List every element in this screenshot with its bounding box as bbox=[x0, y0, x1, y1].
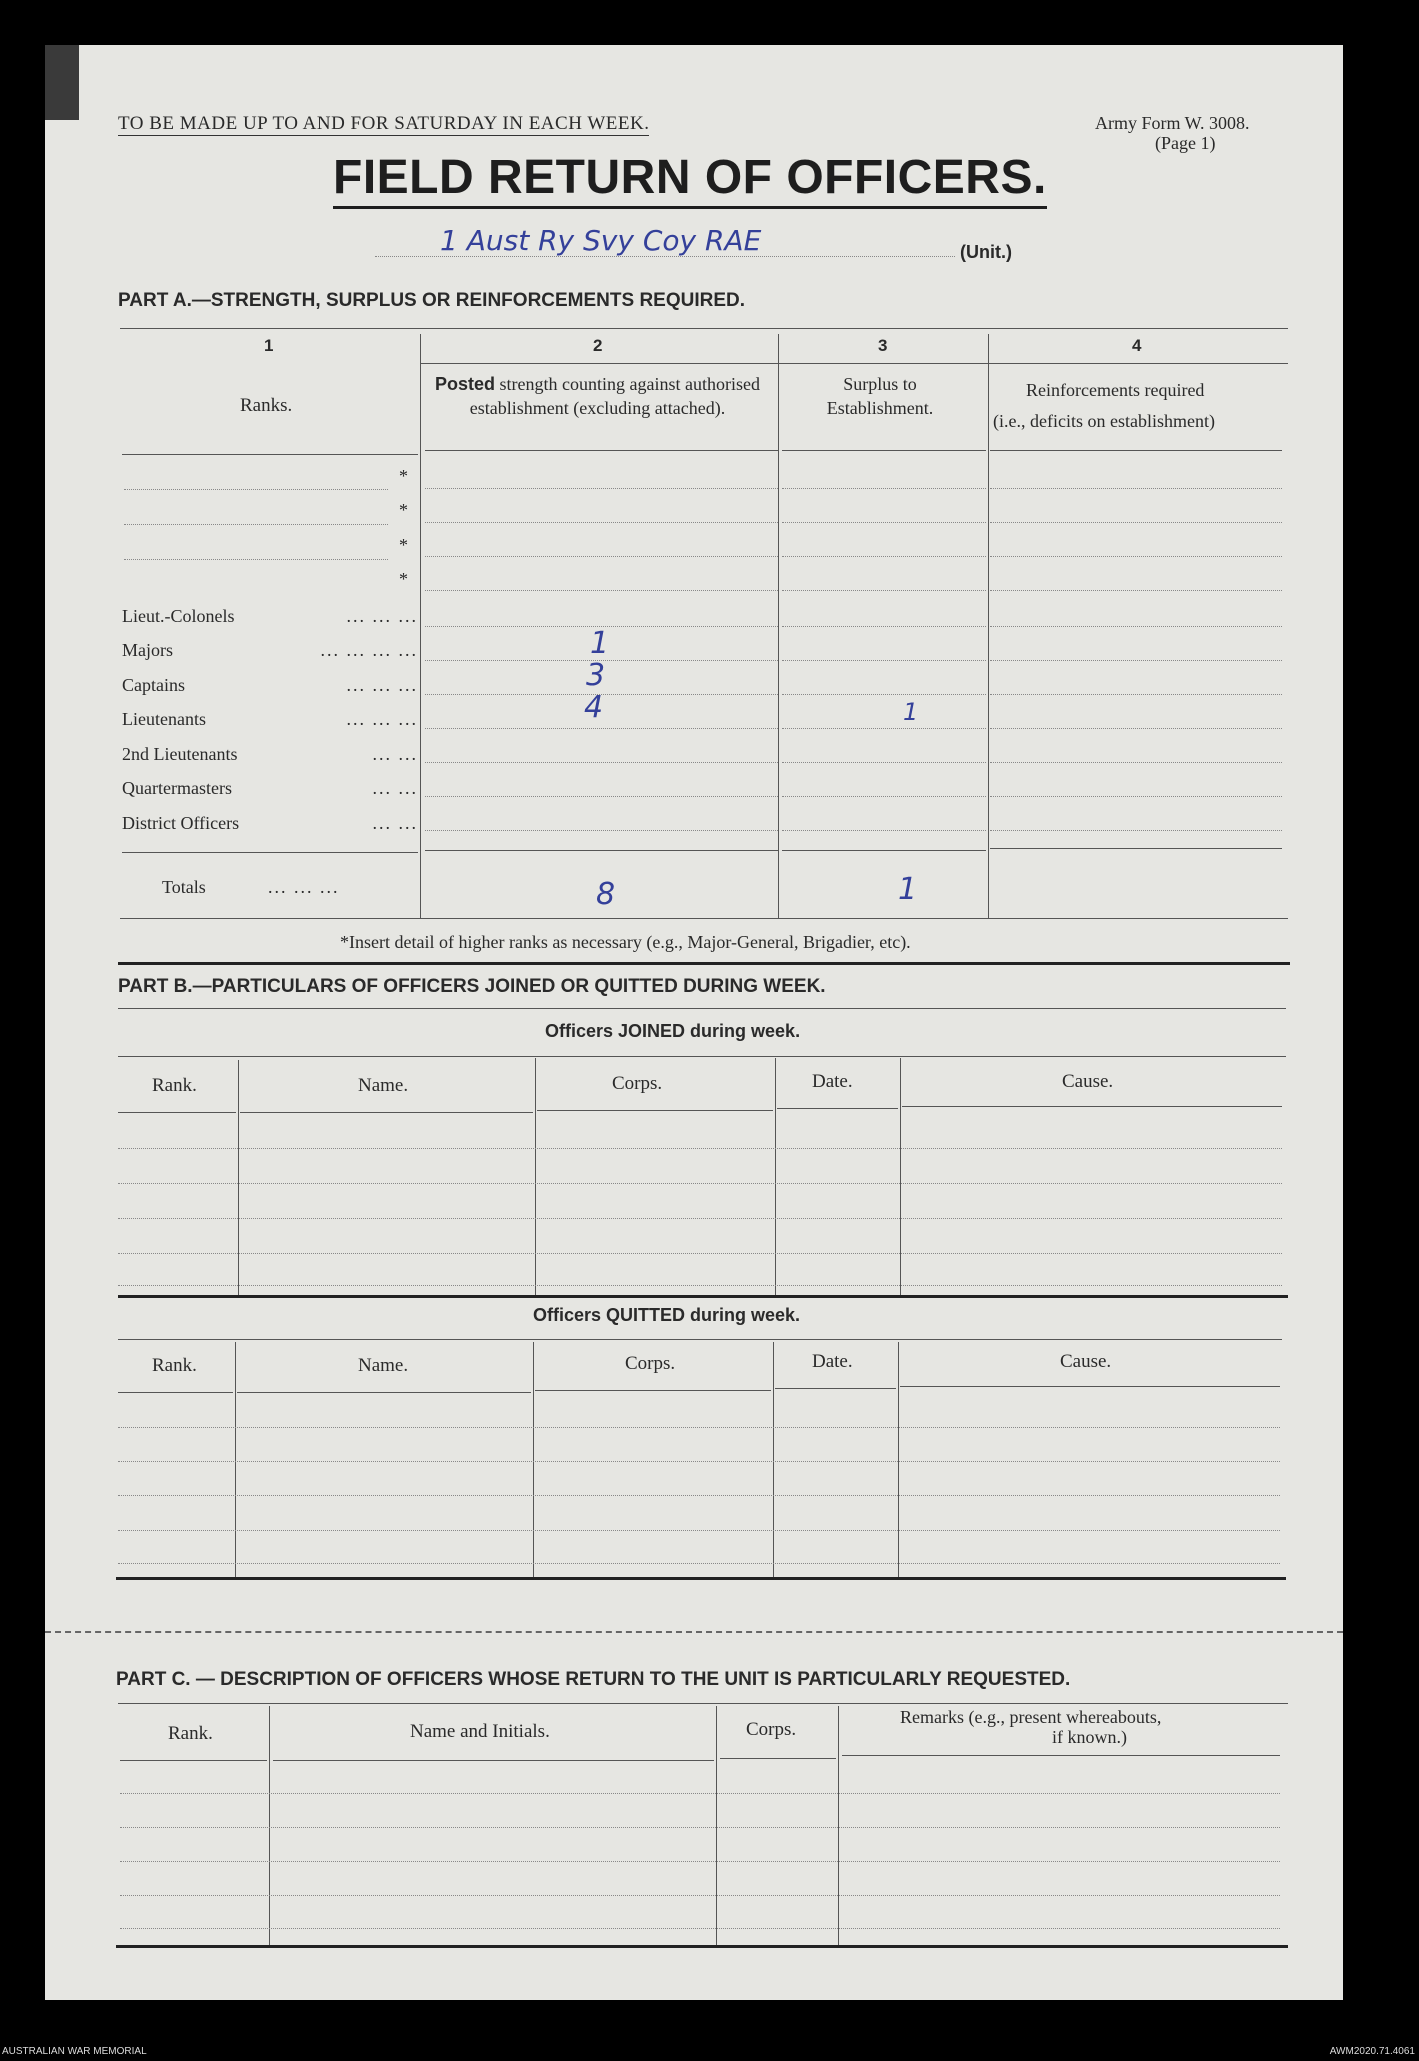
asterisk-line bbox=[124, 489, 388, 490]
totals-top-rule-4 bbox=[990, 848, 1282, 849]
joined-row-line bbox=[118, 1285, 1282, 1286]
col-number-1: 1 bbox=[264, 336, 274, 355]
joined-header-rule bbox=[118, 1112, 236, 1113]
footer-item-id: AWM2020.71.4061 bbox=[1329, 2046, 1415, 2057]
part-a-top-rule bbox=[120, 328, 1288, 329]
rank-label: Quartermasters bbox=[122, 778, 232, 798]
rank-row-2nd-lieutenants bbox=[122, 744, 418, 765]
joined-row-line bbox=[118, 1148, 1282, 1149]
joined-divider-3 bbox=[775, 1058, 776, 1296]
joined-header-rule bbox=[240, 1112, 533, 1113]
part-c-col-name: Name and Initials. bbox=[410, 1721, 550, 1742]
row-line bbox=[425, 556, 778, 557]
col-posted-rest: strength counting against authorised establishment (excluding attached). bbox=[469, 374, 760, 418]
col-surplus-header: Surplus to Establishment. bbox=[826, 374, 934, 418]
rank-label: District Officers bbox=[122, 813, 240, 833]
rank-dots: ... ... bbox=[372, 778, 418, 798]
header-bottom-rule-2 bbox=[425, 450, 778, 451]
part-c-divider-2 bbox=[716, 1706, 717, 1946]
rank-dots: ... ... ... bbox=[346, 709, 418, 729]
rank-row-captains bbox=[122, 675, 418, 696]
totals-label: Totals bbox=[162, 877, 206, 897]
part-c-row-line bbox=[120, 1861, 1280, 1862]
unit-label: (Unit.) bbox=[960, 242, 1012, 262]
row-line bbox=[782, 728, 986, 729]
row-line bbox=[782, 556, 986, 557]
col-number-2: 2 bbox=[593, 336, 603, 355]
quitted-col-rank: Rank. bbox=[152, 1355, 197, 1376]
part-c-divider-1 bbox=[269, 1706, 270, 1946]
rank-dots: ... ... ... ... bbox=[320, 640, 418, 660]
row-line bbox=[782, 796, 986, 797]
totals-top-rule-2 bbox=[425, 850, 778, 851]
row-line bbox=[782, 830, 986, 831]
totals-top-rule-3 bbox=[782, 850, 986, 851]
row-line bbox=[990, 796, 1282, 797]
footer-archive-name: AUSTRALIAN WAR MEMORIAL bbox=[2, 2046, 147, 2057]
totals-posted: 8 bbox=[596, 877, 616, 912]
quitted-row-line bbox=[118, 1461, 1280, 1462]
perforation-line bbox=[45, 1631, 1343, 1633]
quitted-col-cause: Cause. bbox=[1060, 1351, 1112, 1372]
part-b-heading-rule bbox=[118, 1008, 1286, 1009]
rank-label: Majors bbox=[122, 640, 173, 660]
asterisk-mark: * bbox=[399, 535, 408, 555]
joined-col-corps: Corps. bbox=[612, 1073, 663, 1094]
quitted-header-rule bbox=[535, 1390, 771, 1391]
joined-row-line bbox=[118, 1253, 1282, 1254]
joined-row-line bbox=[118, 1218, 1282, 1219]
row-line bbox=[990, 556, 1282, 557]
row-line bbox=[782, 590, 986, 591]
rank-label: Lieutenants bbox=[122, 709, 206, 729]
part-c-heading: PART C. — DESCRIPTION OF OFFICERS WHOSE RETURN TO THE UNIT IS PARTICULARLY REQUESTED. bbox=[116, 1669, 1071, 1690]
row-line bbox=[990, 626, 1282, 627]
row-line bbox=[990, 488, 1282, 489]
joined-col-date: Date. bbox=[812, 1071, 853, 1092]
row-line bbox=[782, 660, 986, 661]
totals-top-rule-1 bbox=[122, 852, 418, 853]
row-line bbox=[990, 728, 1282, 729]
totals-dots: ... ... ... bbox=[268, 877, 340, 897]
part-c-col-remarks-2: if known.) bbox=[1052, 1727, 1127, 1747]
row-line bbox=[990, 830, 1282, 831]
row-line bbox=[425, 522, 778, 523]
joined-col-name: Name. bbox=[358, 1075, 409, 1096]
quitted-header-rule bbox=[775, 1388, 896, 1389]
row-line bbox=[782, 488, 986, 489]
rank-row-lieutenants bbox=[122, 709, 418, 730]
quitted-end-rule bbox=[116, 1577, 1286, 1580]
asterisk-line bbox=[124, 524, 388, 525]
page-title: FIELD RETURN OF OFFICERS. bbox=[333, 150, 1047, 209]
quitted-header-rule bbox=[118, 1392, 233, 1393]
row-line bbox=[782, 694, 986, 695]
rank-label: Captains bbox=[122, 675, 185, 695]
header-bottom-rule-3 bbox=[782, 450, 986, 451]
asterisk-line bbox=[124, 559, 388, 560]
posted-lieutenants: 4 bbox=[584, 690, 604, 725]
quitted-row-line bbox=[118, 1530, 1280, 1531]
joined-header-rule bbox=[537, 1110, 773, 1111]
header-bottom-rule-1 bbox=[122, 454, 418, 455]
row-line bbox=[425, 590, 778, 591]
rank-dots: ... ... ... bbox=[346, 675, 418, 695]
rank-dots: ... ... bbox=[372, 744, 418, 764]
part-a-end-rule bbox=[118, 962, 1290, 965]
col-posted-header bbox=[425, 372, 770, 420]
part-c-col-remarks-1: Remarks (e.g., present whereabouts, bbox=[900, 1707, 1162, 1727]
col-ranks-header: Ranks. bbox=[240, 395, 293, 416]
row-line bbox=[990, 522, 1282, 523]
row-line bbox=[425, 762, 778, 763]
paper-edge-shadow bbox=[45, 45, 79, 120]
col-reinf-header-1: Reinforcements required bbox=[1026, 380, 1205, 400]
joined-col-cause: Cause. bbox=[1062, 1071, 1114, 1092]
quitted-heading: Officers QUITTED during week. bbox=[533, 1305, 801, 1325]
rank-row-lieut-colonels bbox=[122, 606, 418, 627]
col-divider-2 bbox=[778, 334, 779, 918]
rank-dots: ... ... ... bbox=[346, 606, 418, 626]
rank-dots: ... ... bbox=[372, 813, 418, 833]
part-a-heading: PART A.—STRENGTH, SURPLUS OR REINFORCEMENTS REQUIRED. bbox=[118, 290, 746, 311]
row-line bbox=[782, 522, 986, 523]
quitted-row-line bbox=[118, 1495, 1280, 1496]
rank-row-majors bbox=[122, 640, 418, 661]
row-line bbox=[990, 762, 1282, 763]
part-c-top-rule bbox=[118, 1703, 1288, 1704]
part-c-header-rule bbox=[720, 1758, 836, 1759]
rank-label: 2nd Lieutenants bbox=[122, 744, 238, 764]
row-line bbox=[425, 830, 778, 831]
part-c-divider-3 bbox=[838, 1706, 839, 1946]
form-number: Army Form W. 3008. bbox=[1095, 113, 1250, 133]
totals-surplus: 1 bbox=[898, 872, 918, 907]
rank-label: Lieut.-Colonels bbox=[122, 606, 235, 626]
quitted-header-rule bbox=[900, 1386, 1280, 1387]
part-b-heading: PART B.—PARTICULARS OF OFFICERS JOINED OR QUITTED DURING WEEK. bbox=[118, 976, 826, 997]
quitted-row-line bbox=[118, 1563, 1280, 1564]
part-c-row-line bbox=[120, 1827, 1280, 1828]
col-posted-bold: Posted bbox=[435, 374, 496, 394]
part-c-col-corps: Corps. bbox=[746, 1719, 797, 1740]
weekly-instruction: TO BE MADE UP TO AND FOR SATURDAY IN EACH WEEK. bbox=[118, 113, 650, 134]
part-c-header-rule bbox=[120, 1760, 267, 1761]
part-c-end-rule bbox=[116, 1945, 1288, 1948]
posted-captains: 3 bbox=[586, 658, 606, 693]
page-number: (Page 1) bbox=[1155, 133, 1216, 153]
col-number-4: 4 bbox=[1132, 336, 1142, 355]
quitted-col-corps: Corps. bbox=[625, 1353, 676, 1374]
row-line bbox=[425, 728, 778, 729]
joined-divider-4 bbox=[900, 1058, 901, 1296]
col-reinf-header-2: (i.e., deficits on establishment) bbox=[993, 411, 1215, 431]
row-line bbox=[782, 762, 986, 763]
joined-header-rule bbox=[902, 1106, 1282, 1107]
quitted-top-rule bbox=[118, 1339, 1282, 1340]
asterisk-mark: * bbox=[399, 500, 408, 520]
col-divider-1 bbox=[420, 334, 421, 918]
joined-end-rule bbox=[118, 1295, 1288, 1298]
unit-handwritten: 1 Aust Ry Svy Coy RAE bbox=[440, 224, 762, 257]
col-divider-3 bbox=[988, 334, 989, 918]
joined-divider-1 bbox=[238, 1060, 239, 1296]
row-line bbox=[425, 796, 778, 797]
part-a-footnote: *Insert detail of higher ranks as necessary (e.g., Major-General, Brigadier, etc). bbox=[340, 932, 911, 952]
joined-col-rank: Rank. bbox=[152, 1075, 197, 1096]
quitted-col-name: Name. bbox=[358, 1355, 409, 1376]
part-c-row-line bbox=[120, 1793, 1280, 1794]
part-c-col-rank: Rank. bbox=[168, 1723, 213, 1744]
row-line bbox=[990, 590, 1282, 591]
header-bottom-rule-4 bbox=[990, 450, 1282, 451]
asterisk-mark: * bbox=[399, 569, 408, 589]
col-number-3: 3 bbox=[878, 336, 888, 355]
row-line bbox=[782, 626, 986, 627]
asterisk-mark: * bbox=[399, 466, 408, 486]
row-line bbox=[990, 694, 1282, 695]
joined-divider-2 bbox=[535, 1058, 536, 1296]
part-a-bottom-rule bbox=[120, 918, 1288, 919]
quitted-header-rule bbox=[237, 1392, 531, 1393]
joined-header-rule bbox=[777, 1108, 898, 1109]
surplus-lieutenants: 1 bbox=[903, 698, 919, 726]
joined-row-line bbox=[118, 1183, 1282, 1184]
col-number-rule bbox=[420, 363, 1288, 364]
joined-heading: Officers JOINED during week. bbox=[545, 1021, 801, 1041]
quitted-col-date: Date. bbox=[812, 1351, 853, 1372]
part-c-header-rule bbox=[273, 1760, 714, 1761]
row-line bbox=[990, 660, 1282, 661]
part-c-header-rule bbox=[842, 1755, 1280, 1756]
joined-top-rule bbox=[118, 1056, 1286, 1057]
row-line bbox=[425, 488, 778, 489]
posted-majors: 1 bbox=[590, 626, 610, 661]
quitted-row-line bbox=[118, 1427, 1280, 1428]
rank-row-district-officers bbox=[122, 813, 418, 834]
part-c-row-line bbox=[120, 1928, 1280, 1929]
rank-row-quartermasters bbox=[122, 778, 418, 799]
part-c-row-line bbox=[120, 1895, 1280, 1896]
